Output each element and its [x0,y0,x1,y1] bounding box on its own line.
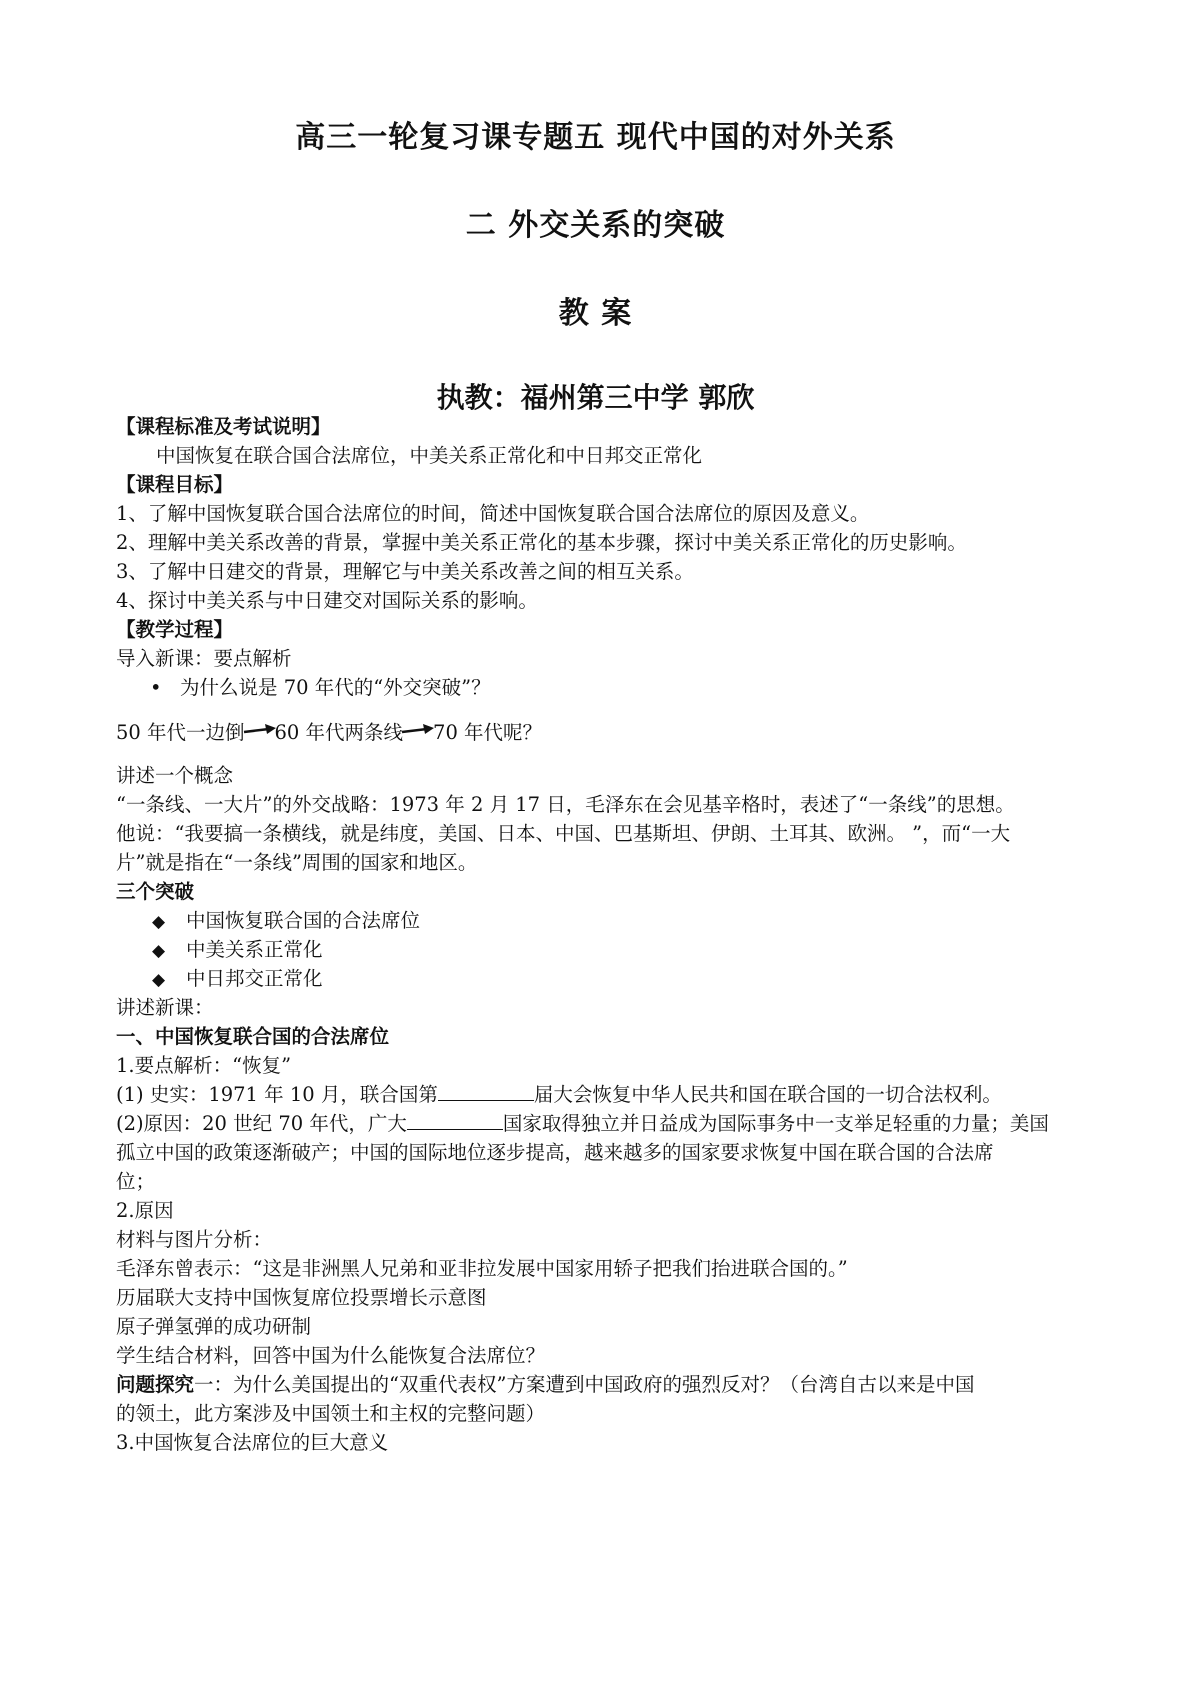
breakthrough-text-2: 中美关系正常化 [186,938,323,961]
point2-line: 2.原因 [116,1199,174,1222]
student-question-line: 学生结合材料，回答中国为什么能恢复合法席位？ [116,1344,546,1367]
timeline-part-1: 50 年代一边倒 [116,721,245,744]
diamond-bullet-icon: ◆ [152,970,166,990]
bullet-question-text: 为什么说是 70 年代的“外交突破”？ [180,676,491,699]
doc-title: 高三一轮复习课专题五 现代中国的对外关系 [295,120,896,155]
fact-before: (1) 史实：1971 年 10 月，联合国第 [116,1083,438,1106]
breakthrough-item-2 [152,937,323,964]
explore-line-1 [116,1372,974,1398]
breakthrough-item-3 [152,966,323,993]
material-heading: 材料与图片分析： [116,1228,273,1251]
explore-label: 问题探究 [116,1373,195,1396]
new-lesson-line: 讲述新课： [116,996,214,1019]
standard-heading: 【课程标准及考试说明】 [116,415,331,438]
concept-line-3: 片”就是指在“一条线”周围的国家和地区。 [116,851,478,874]
reason-line-1 [116,1111,1049,1137]
reason-line-3: 位； [116,1170,156,1193]
fact-after: 届大会恢复中华人民共和国在联合国的一切合法权利。 [533,1083,1002,1106]
timeline-line [116,720,542,746]
process-heading: 【教学过程】 [116,618,234,641]
part1-heading: 一、中国恢复联合国的合法席位 [116,1025,390,1048]
quote-line: 毛泽东曾表示：“这是非洲黑人兄弟和亚非拉发展中国家用轿子把我们抬进联合国的。” [116,1257,848,1280]
bullet-icon: • [150,676,162,699]
timeline-part-3: 70 年代呢？ [433,721,543,744]
diamond-bullet-icon: ◆ [152,941,166,961]
goals-heading: 【课程目标】 [116,473,234,496]
arrow-right-icon [243,729,277,739]
point1-line: 1.要点解析：“恢复” [116,1054,292,1077]
concept-heading: 讲述一个概念 [116,764,234,787]
diamond-bullet-icon: ◆ [152,912,166,932]
reason-line-2: 孤立中国的政策逐渐破产；中国的国际地位逐步提高，越来越多的国家要求恢复中国在联合国的合法席 [116,1141,994,1164]
author-line: 执教：福州第三中学 郭欣 [436,381,755,414]
goal-item-1: 1、了解中国恢复联合国合法席位的时间，简述中国恢复联合国合法席位的原因及意义。 [116,502,870,525]
reason-before: (2)原因：20 世纪 70 年代，广大 [116,1112,407,1135]
fill-blank [407,1111,503,1130]
arrow-right-icon [401,729,435,739]
breakthrough-item-1 [152,908,420,935]
bullet-question [150,675,491,701]
fact-line [116,1082,1002,1108]
concept-line-2: 他说：“我要搞一条横线，就是纬度，美国、日本、中国、巴基斯坦、伊朗、土耳其、欧洲。 ”，而“一大 [116,822,1011,845]
intro-line: 导入新课：要点解析 [116,647,292,670]
goal-item-2: 2、理解中美关系改善的背景，掌握中美关系正常化的基本步骤，探讨中美关系正常化的历史影响。 [116,531,967,554]
point3-line: 3.中国恢复合法席位的巨大意义 [116,1431,389,1454]
breakthrough-text-3: 中日邦交正常化 [186,967,323,990]
fill-blank [438,1082,534,1101]
reason-after: 国家取得独立并日益成为国际事务中一支举足轻重的力量；美国 [502,1112,1049,1135]
standard-text: 中国恢复在联合国合法席位，中美关系正常化和中日邦交正常化 [156,444,703,467]
goal-item-4: 4、探讨中美关系与中日建交对国际关系的影响。 [116,589,538,612]
doc-type-title: 教 案 [558,296,633,331]
goal-item-3: 3、了解中日建交的背景，理解它与中美关系改善之间的相互关系。 [116,560,694,583]
concept-line-1: “一条线、一大片”的外交战略：1973 年 2 月 17 日，毛泽东在会见基辛格时，表述了“一条线”的思想。 [116,793,1015,816]
doc-subtitle: 二 外交关系的突破 [465,208,726,243]
chart-caption-line: 历届联大支持中国恢复席位投票增长示意图 [116,1286,487,1309]
explore-line-2: 的领土，此方案涉及中国领土和主权的完整问题） [116,1402,546,1425]
timeline-part-2: 60 年代两条线 [274,721,404,744]
breakthroughs-heading: 三个突破 [116,880,195,903]
bomb-line: 原子弹氢弹的成功研制 [116,1315,312,1338]
explore-text: 一：为什么美国提出的“双重代表权”方案遭到中国政府的强烈反对？（台湾自古以来是中国 [194,1373,975,1396]
breakthrough-text-1: 中国恢复联合国的合法席位 [186,909,421,932]
